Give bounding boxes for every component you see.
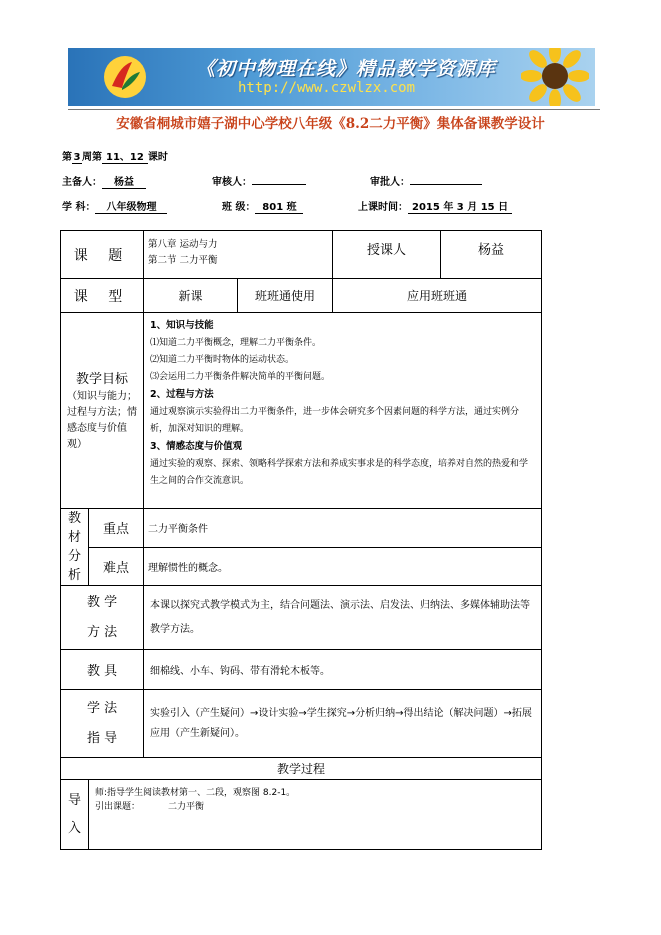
process-header-row <box>61 758 542 780</box>
topic-row <box>61 231 542 279</box>
class-label: 班 级： <box>222 202 256 213</box>
teacher-label: 授课人 <box>333 231 441 279</box>
topic-label: 课 题 <box>61 231 144 279</box>
tools-value: 细棉线、小车、钩码、带有滑轮木板等。 <box>144 650 542 690</box>
reviewer-label: 审核人： <box>212 177 252 188</box>
date-line <box>358 198 512 214</box>
key-value: 二力平衡条件 <box>144 509 542 548</box>
study-label-1: 学 法 <box>86 700 118 716</box>
preparer-label: 主备人： <box>62 177 102 188</box>
objectives-cell <box>144 313 542 509</box>
objective-heading <box>150 386 535 404</box>
preparer-value: 杨益 <box>102 173 146 189</box>
intro-line-2-label: 引出课题： <box>95 802 141 812</box>
lesson-plan-table <box>60 230 542 850</box>
subject-line <box>62 198 167 214</box>
method-label-2: 方 法 <box>86 624 118 640</box>
objectives-list <box>150 317 535 490</box>
class-line <box>222 198 303 214</box>
textbook-label-char: 教 <box>67 511 81 526</box>
objectives-label: 教学目标 <box>76 372 129 387</box>
objective-heading-text: 2、过程与方法 <box>150 389 214 400</box>
objective-heading-text: 3、情感态度与价值观 <box>150 441 243 452</box>
intro-label-2: 入 <box>67 820 81 836</box>
objective-heading <box>150 438 535 456</box>
study-value: 实验引入（产生疑问）→设计实验→学生探究→分析归纳→得出结论（解决问题）→拓展应用（产生新疑问）。 <box>144 690 542 758</box>
document-title: 安徽省桐城市嬉子湖中心学校八年级《8.2二力平衡》集体备课教学设计 <box>116 116 545 132</box>
week-value: 3 <box>73 152 81 163</box>
type-label: 课 型 <box>61 279 144 313</box>
class-value: 801 班 <box>255 198 303 214</box>
intro-row <box>61 780 542 850</box>
subject-value: 八年级物理 <box>95 198 167 214</box>
date-label: 上课时间： <box>358 202 408 213</box>
approver-line <box>370 173 482 188</box>
approver-label: 审批人： <box>370 177 410 188</box>
objective-item: 通过实验的观察、探索、领略科学探索方法和养成实事求是的科学态度，培养对自然的热爱和学生之间的合作交流意识。 <box>150 459 529 486</box>
method-label-cell <box>61 586 144 650</box>
textbook-label <box>61 509 89 586</box>
method-value: 本课以探究式教学模式为主，结合问题法、演示法、启发法、归纳法、多媒体辅助法等教学方法。 <box>144 586 542 650</box>
textbook-label-char: 材 <box>67 530 81 545</box>
textbook-label-text <box>61 509 88 585</box>
intro-label-cell <box>61 780 89 850</box>
reviewer-line <box>212 173 306 188</box>
method-label-1: 教 学 <box>86 594 118 610</box>
type-new: 新课 <box>144 279 238 313</box>
objective-item: 通过观察演示实验得出二力平衡条件，进一步体会研究多个因素问题的科学方法，通过实例分析，加深对知识的理解。 <box>150 407 520 434</box>
intro-cell <box>89 780 542 850</box>
topic-cell <box>144 231 333 279</box>
week-period-line <box>62 148 168 164</box>
difficult-row <box>61 547 542 586</box>
objective-item: ⑶会运用二力平衡条件解决简单的平衡问题。 <box>150 372 331 382</box>
topic-line-1: 第八章 运动与力 <box>148 239 218 250</box>
tools-label: 教 具 <box>61 650 144 690</box>
intro-line-2 <box>95 800 535 814</box>
periods-suffix: 课时 <box>147 152 168 163</box>
intro-line-1: 师:指导学生阅读教材第一、二段，观察图 8.2-1。 <box>95 788 296 798</box>
sunflower-image <box>521 48 589 106</box>
objectives-row <box>61 313 542 509</box>
type-row <box>61 279 542 313</box>
week-prefix: 第 <box>62 152 72 163</box>
type-apply: 应用班班通 <box>333 279 542 313</box>
teacher-value: 杨益 <box>441 231 542 279</box>
date-value: 2015 年 3 月 15 日 <box>408 198 512 214</box>
key-label: 重点 <box>89 509 144 548</box>
site-logo <box>102 54 148 100</box>
type-banbantong: 班班通使用 <box>238 279 333 313</box>
objectives-label-cell <box>61 313 144 509</box>
header-divider <box>68 109 600 110</box>
intro-line-2-value: 二力平衡 <box>168 802 205 812</box>
textbook-label-char: 分 <box>67 549 81 564</box>
header-banner <box>68 48 595 106</box>
banner-url[interactable]: http://www.czwlzx.com <box>238 80 416 96</box>
study-label-2: 指 导 <box>86 730 118 746</box>
banner-title: 《初中物理在线》精品教学资源库 <box>196 58 497 80</box>
objectives-sub: （知识与能力；过程与方法；情感态度与价值观） <box>67 391 137 450</box>
reviewer-value <box>252 184 306 185</box>
difficult-value: 理解惯性的概念。 <box>144 547 542 586</box>
objective-item: ⑵知道二力平衡时物体的运动状态。 <box>150 355 295 365</box>
objective-item: ⑴知道二力平衡概念，理解二力平衡条件。 <box>150 338 322 348</box>
difficult-label: 难点 <box>89 547 144 586</box>
process-header: 教学过程 <box>61 758 542 780</box>
intro-label-1: 导 <box>67 792 81 808</box>
preparer-line <box>62 173 146 189</box>
textbook-label-char: 析 <box>67 568 81 583</box>
topic-line-2: 第二节 二力平衡 <box>148 255 218 266</box>
study-row <box>61 690 542 758</box>
tools-row <box>61 650 542 690</box>
study-label-cell <box>61 690 144 758</box>
key-row <box>61 509 542 548</box>
objective-heading <box>150 317 535 335</box>
subject-label: 学 科： <box>62 202 96 213</box>
objective-heading-text: 1、知识与技能 <box>150 320 214 331</box>
approver-value <box>410 184 482 185</box>
periods-value: 11、12 <box>102 148 148 164</box>
week-mid: 周第 <box>82 152 102 163</box>
method-row <box>61 586 542 650</box>
